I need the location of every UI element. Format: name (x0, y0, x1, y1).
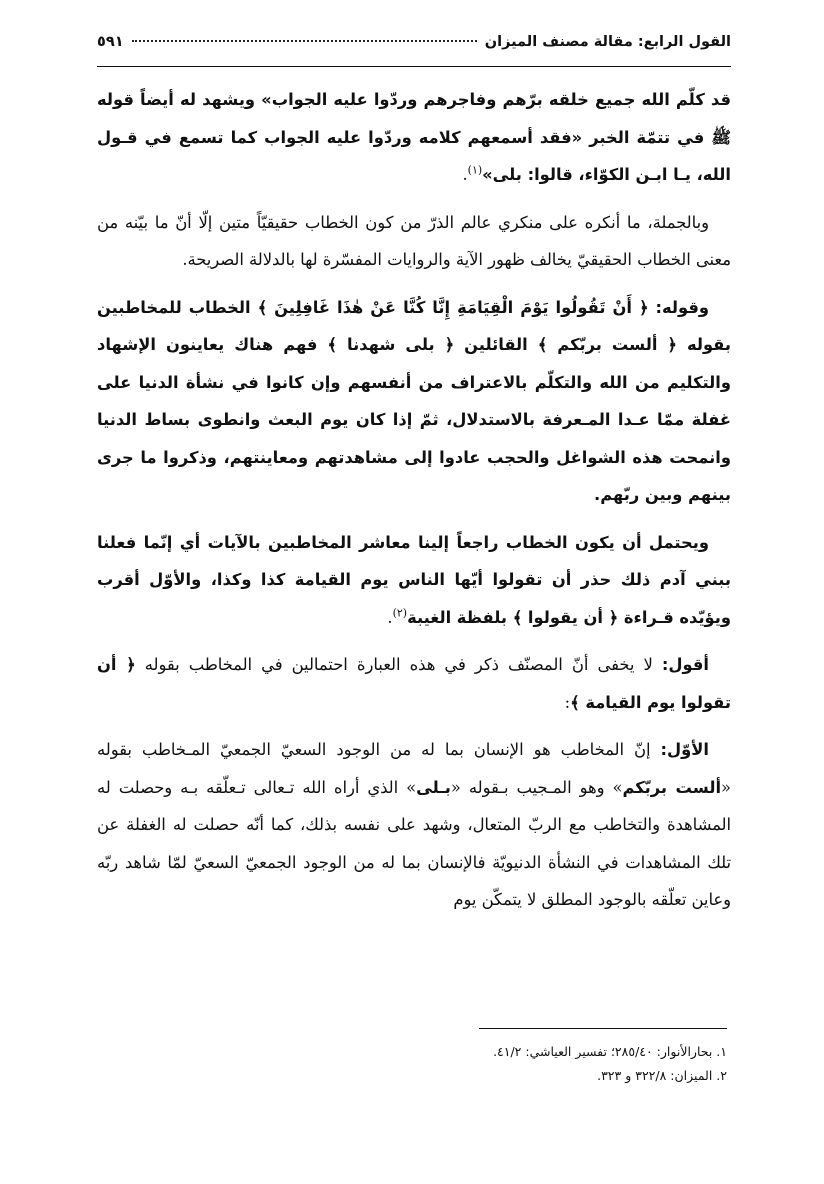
text-run: القائلين (454, 335, 538, 354)
paragraph-3 (97, 289, 731, 514)
text-run: . (387, 607, 393, 627)
quran-verse: ﴿ أن يقولوا ﴾ (512, 607, 619, 627)
paragraph-6 (97, 731, 731, 919)
text-run: الخطاب للمخاطبين بقوله (97, 297, 731, 354)
text-run: وبالجملة، ما أنكره على منكري عالم الذرّ من كون الخطاب حقيقيّاً متين إلّا أنّ ما بيّنه من معنى الخطاب الحقيقيّ يخالف ظهور الآية والروايات المفسّرة لها بالدلالة الصريحة. (97, 212, 731, 269)
text-run: ألست بربّكم (622, 777, 722, 797)
header-title: القول الرابع: مقالة مصنف الميزان (484, 34, 731, 50)
text-run: : (564, 692, 571, 712)
page (97, 28, 731, 929)
text-run: » وهو المـجيب بـقوله « (450, 777, 623, 797)
quran-verse: ﴿ أَنْ تَقُولُوا يَوْمَ الْقِيَامَةِ إِنَّا كُنَّا عَنْ هٰذَا غَافِلِينَ ﴾ (257, 297, 649, 317)
footnote-ref-2[interactable]: (٢) (392, 606, 408, 620)
footnotes (93, 1040, 727, 1088)
quran-verse: ﴿ ألست بربّكم ﴾ (537, 335, 677, 354)
paragraph-5 (97, 646, 731, 721)
quran-verse: ﴿ بلى شهدنا ﴾ (327, 335, 455, 354)
text-run: . (462, 165, 468, 184)
text-run: فقد أسمعهم كلامه وردّوا عليه الجواب كما تسمع في قـول الله، يـا ابـن الكوّاء، قالوا: بلى» (97, 127, 731, 184)
quran-verse: ﴿ أن تقولوا يوم القيامة ﴾ (97, 655, 731, 712)
text-run: » الذي أراه الله تـعالى تـعلّقه بـه وحصلت له المشاهدة والتخاطب مع الربّ المتعال، وشهد على نفسه بذلك، كما أنّه حصلت له الغفلة عن تلك المشاهدات في النشأة الدنيويّة فالإنسان بما له من الوجود الجمعيّ السعيّ لمّا شاهد ربّه وعاين تعلّقه بالوجود المطلق لا يتمكّن يوم (97, 777, 731, 909)
footnote-1: ١. بحارالأنوار: ٢٨٥/٤٠؛ تفسير العياشي: ٤١/٢. (493, 1044, 727, 1059)
footnote-2: ٢. الميزان: ٣٢٢/٨ و ٣٢٣. (597, 1068, 727, 1083)
paragraph-1 (97, 81, 731, 194)
header-dot-leader (132, 40, 477, 42)
label-first: الأوّل: (660, 740, 709, 759)
footnote-rule (479, 1028, 727, 1029)
text-run: إنّ المخاطب هو الإنسان بما له من الوجود السعيّ الجمعيّ المـخاطب بقوله « (97, 740, 731, 797)
running-header (97, 28, 731, 62)
footnote-ref-1[interactable]: (١) (467, 163, 483, 177)
body-text (97, 81, 731, 919)
text-run: لا يخفى أنّ المصنّف ذكر في هذه العبارة احتمالين في المخاطب بقوله (135, 655, 662, 674)
label-aqul: أقول: (661, 655, 709, 674)
text-run: وقوله: (648, 297, 710, 317)
header-rule (97, 66, 731, 67)
page-number: ٥٩١ (97, 34, 124, 50)
paragraph-2 (97, 204, 731, 279)
text-run: بلفظة الغيبة (407, 607, 513, 627)
paragraph-4 (97, 524, 731, 637)
text-run: ويحتمل أن يكون الخطاب راجعاً إلينا معاشر المخاطبين بالآيات أي إنّما فعلنا ببني آدم ذلك حذر أن تقولوا أيّها الناس يوم القيامة كذا وكذا، والأوّل أقرب ويؤيّده قـراءة (97, 532, 731, 627)
text-run: فهم هناك يعاينون الإشهاد والتكليم من الله والتكلّم بالاعتراف من أنفسهم وإن كانوا في نشأة الدنيا على غفلة ممّا عـدا المـعرفة بالاستدلال، ثمّ إذا كان يوم البعث وانطوى بساط الدنيا وانمحت هذه الشواغل والحجب عادوا إلى مشاهدتهم ومعاينتهم، وذكروا ما جرى بينهم وبين ربّهم. (97, 335, 731, 504)
text-run: بـلى (416, 777, 451, 797)
text-run: قد كلّم الله جميع خلقه برّهم وفاجرهم وردّوا عليه الجواب» ويشهد له أيضاً قوله ﷺ في تتمّة الخبر « (97, 90, 731, 147)
